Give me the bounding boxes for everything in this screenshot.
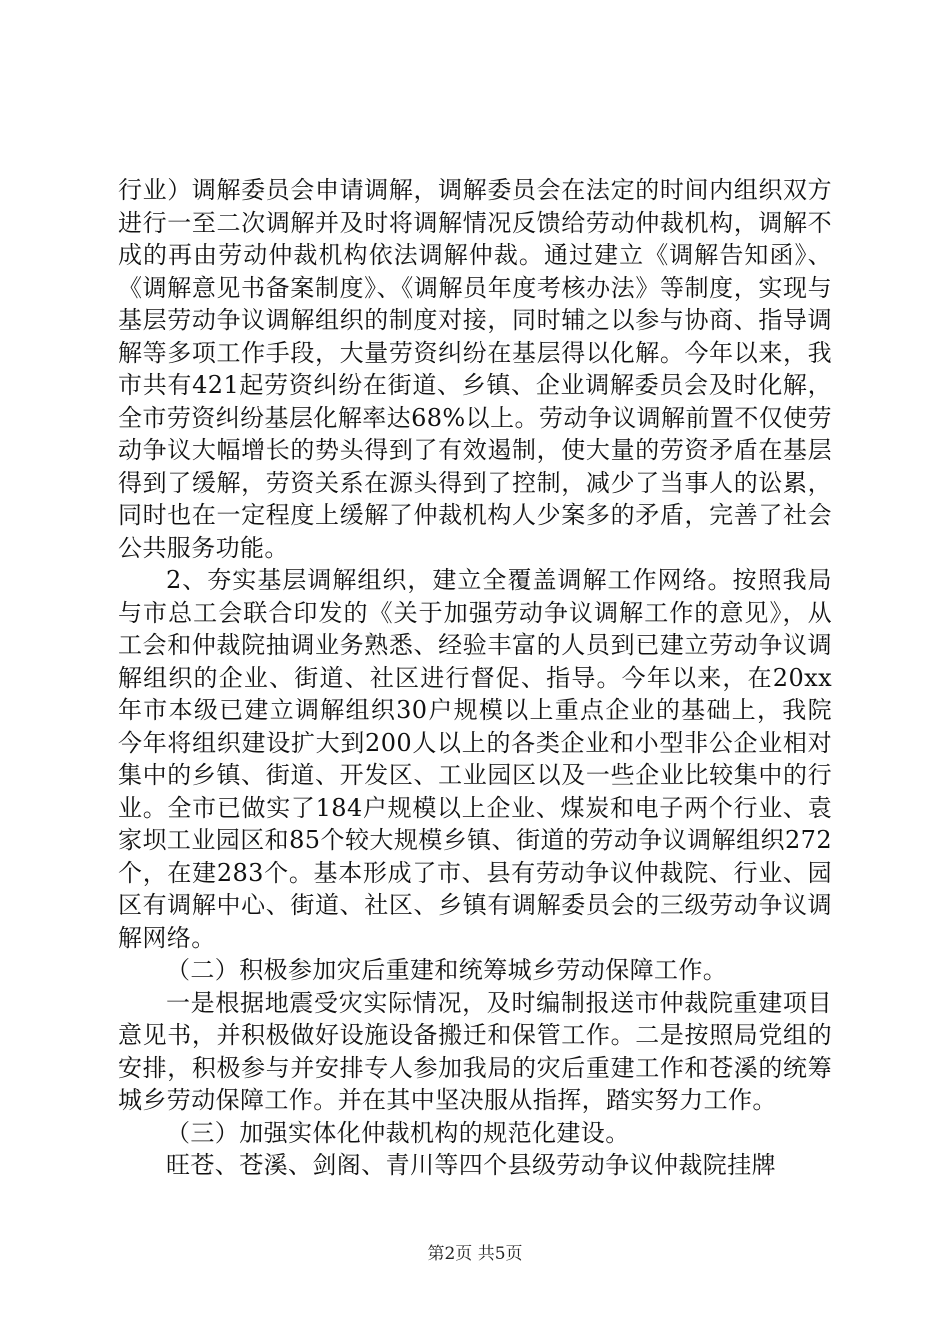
section-heading-reconstruction: （二）积极参加灾后重建和统筹城乡劳动保障工作。 <box>166 956 728 984</box>
section-heading-standardization: （三）加强实体化仲裁机构的规范化建设。 <box>166 1118 630 1147</box>
paragraph-continued: 行业）调解委员会申请调解，调解委员会在法定的时间内组织双方进行一至二次调解并及时将调解情况反馈给劳动仲裁机构，调解不成的再由劳动仲裁机构依法调解仲裁。通过建立《调解告知函》、《调解意见书备案制度》、《调解员年度考核办法》等制度，实现与基层劳动争议调解组织的制度对接，同时辅之以参与协商、指导调解等多项工作手段，大量劳资纠纷在基层得以化解。今年以来，我市共有421起劳资纠纷在街道、乡镇、企业调解委员会及时化解，全市劳资纠纷基层化解率达68%以上。劳动争议调解前置不仅使劳动争议大幅增长的势头得到了有效遏制，使大量的劳资矛盾在基层得到了缓解，劳资关系在源头得到了控制，减少了当事人的讼累，同时也在一定程度上缓解了仲裁机构人少案多的矛盾，完善了社会公共服务功能。 <box>118 176 832 562</box>
paragraph-standardization: 旺苍、苍溪、剑阁、青川等四个县级劳动争议仲裁院挂牌 <box>166 1151 776 1179</box>
paragraph-mediation-network: 2、夯实基层调解组织，建立全覆盖调解工作网络。按照我局与市总工会联合印发的《关于加强劳动争议调解工作的意见》，从工会和仲裁院抽调业务熟悉、经验丰富的人员到已建立劳动争议调解组织的企业、街道、社区进行督促、指导。今年以来，在20xx年市本级已建立调解组织30户规模以上重点企业的基础上，我院今年将组织建设扩大到200人以上的各类企业和小型非公企业相对集中的乡镇、街道、开发区、工业园区以及一些企业比较集中的行业。全市已做实了184户规模以上企业、煤炭和电子两个行业、袁家坝工业园区和85个较大规模乡镇、街道的劳动争议调解组织272个，在建283个。基本形成了市、县有劳动争议仲裁院、行业、园区有调解中心、街道、社区、乡镇有调解委员会的三级劳动争议调解网络。 <box>118 566 832 952</box>
paragraph-reconstruction: 一是根据地震受灾实际情况，及时编制报送市仲裁院重建项目意见书，并积极做好设施设备搬迁和保管工作。二是按照局党组的安排，积极参与并安排专人参加我局的灾后重建工作和苍溪的统筹城乡劳动保障工作。并在其中坚决服从指挥，踏实努力工作。 <box>118 988 832 1114</box>
document-body <box>118 174 832 1182</box>
page-number-footer: 第2页 共5页 <box>427 1244 523 1264</box>
